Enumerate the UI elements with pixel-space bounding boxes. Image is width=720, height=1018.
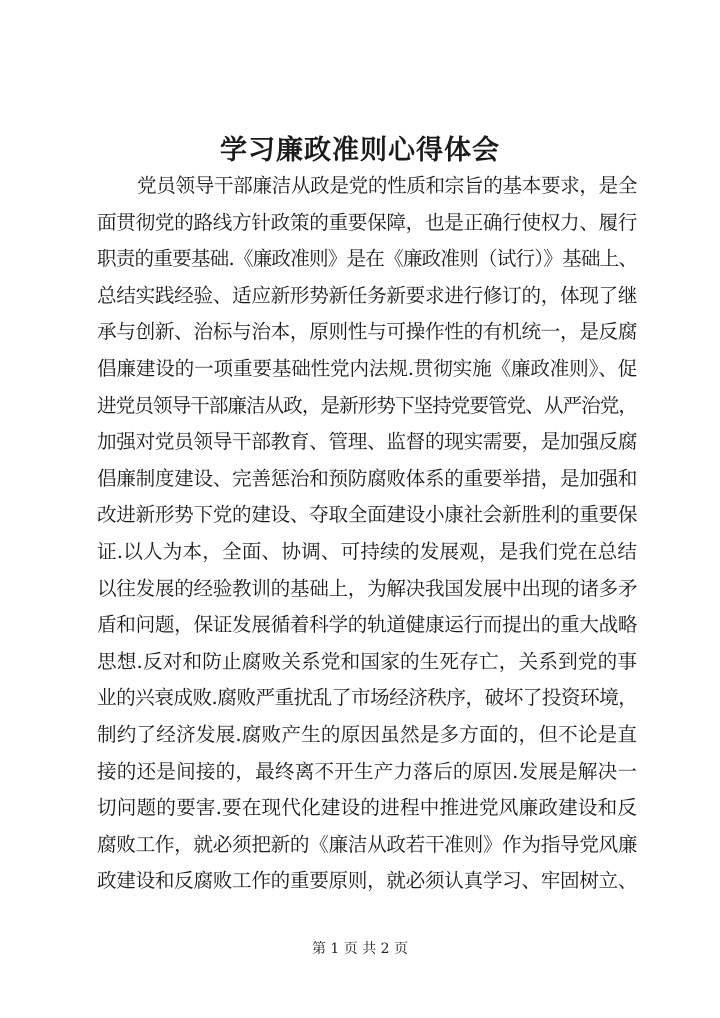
body-paragraph bbox=[97, 168, 637, 900]
text-line: 证.以人为本，全面、协调、可持续的发展观，是我们党在总结 bbox=[97, 539, 637, 563]
page-title: 学习廉政准则心得体会 bbox=[220, 135, 500, 166]
text-line: 加强对党员领导干部教育、管理、监督的现实需要，是加强反腐 bbox=[97, 430, 637, 454]
text-line: 职责的重要基础.《廉政准则》是在《廉政准则（试行）》基础上、 bbox=[97, 247, 637, 271]
text-line: 面贯彻党的路线方针政策的重要保障，也是正确行使权力、履行 bbox=[97, 210, 637, 234]
text-line: 党员领导干部廉洁从政是党的性质和宗旨的基本要求，是全 bbox=[137, 174, 637, 197]
text-line: 腐败工作，就必须把新的《廉洁从政若干准则》作为指导党风廉 bbox=[97, 832, 637, 856]
text-line: 总结实践经验、适应新形势新任务新要求进行修订的，体现了继 bbox=[97, 283, 637, 307]
text-line: 政建设和反腐败工作的重要原则，就必须认真学习、牢固树立、 bbox=[97, 869, 637, 893]
text-line: 切问题的要害.要在现代化建设的进程中推进党风廉政建设和反 bbox=[97, 796, 637, 820]
text-line: 盾和问题，保证发展循着科学的轨道健康运行而提出的重大战略 bbox=[97, 613, 637, 637]
text-line: 制约了经济发展.腐败产生的原因虽然是多方面的，但不论是直 bbox=[97, 722, 637, 746]
text-line: 倡廉制度建设、完善惩治和预防腐败体系的重要举措，是加强和 bbox=[97, 466, 637, 490]
text-line: 思想.反对和防止腐败关系党和国家的生死存亡，关系到党的事 bbox=[97, 649, 637, 673]
page-footer: 第 1 页 共 2 页 bbox=[311, 941, 409, 957]
text-line: 业的兴衰成败.腐败严重扰乱了市场经济秩序，破坏了投资环境， bbox=[97, 686, 638, 710]
text-line: 接的还是间接的，最终离不开生产力落后的原因.发展是解决一 bbox=[97, 759, 637, 783]
text-line: 倡廉建设的一项重要基础性党内法规.贯彻实施《廉政准则》、促 bbox=[97, 356, 637, 380]
text-line: 进党员领导干部廉洁从政，是新形势下坚持党要管党、从严治党， bbox=[97, 393, 637, 417]
text-line: 以往发展的经验教训的基础上，为解决我国发展中出现的诸多矛 bbox=[97, 576, 637, 600]
text-line: 改进新形势下党的建设、夺取全面建设小康社会新胜利的重要保 bbox=[97, 503, 637, 527]
text-line: 承与创新、治标与治本，原则性与可操作性的有机统一，是反腐 bbox=[97, 320, 637, 344]
